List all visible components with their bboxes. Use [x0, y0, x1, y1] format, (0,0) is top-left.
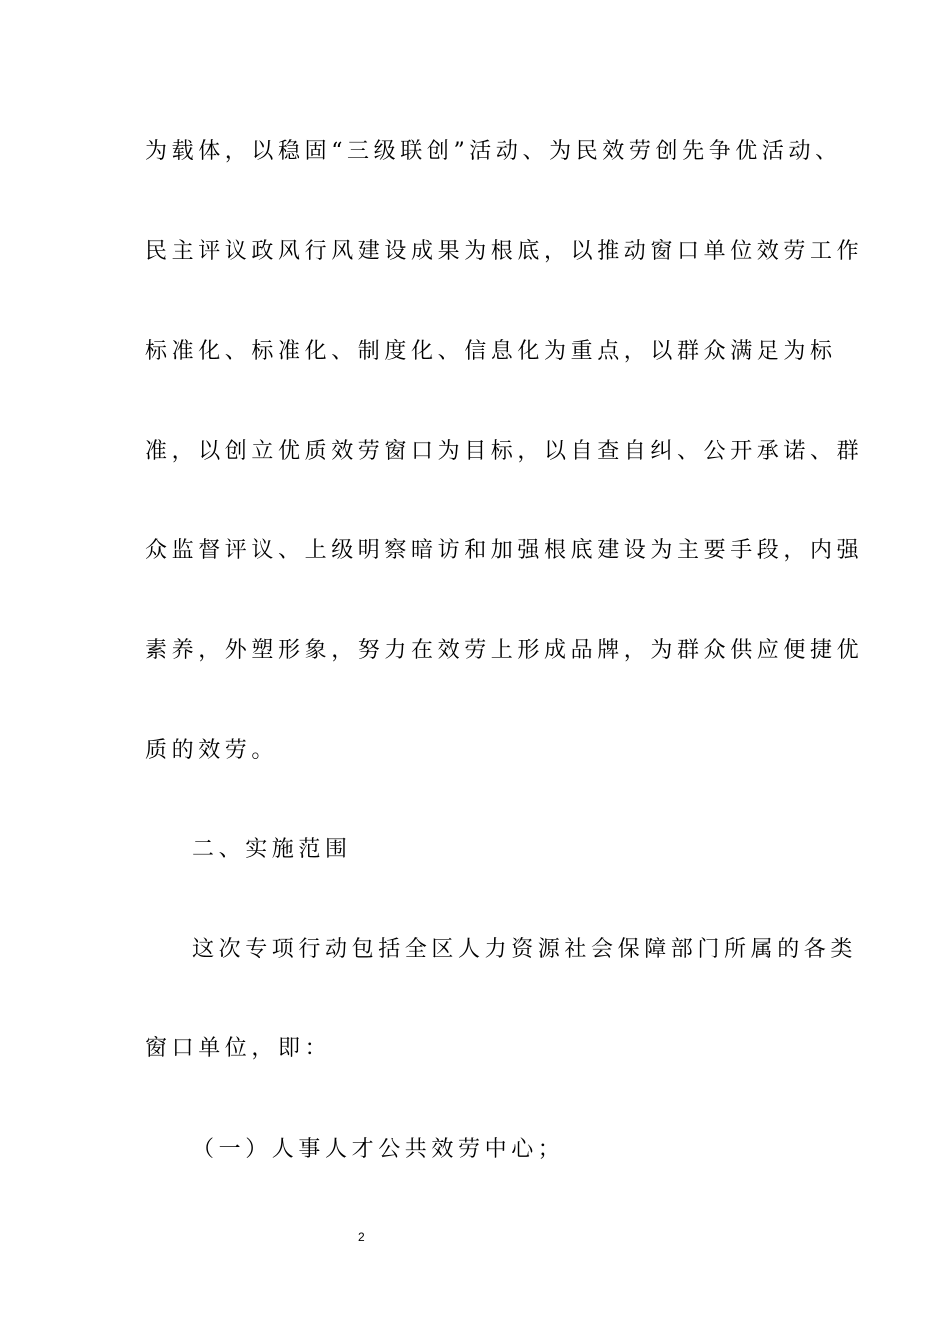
body-text-line: 为载体，以稳固“三级联创”活动、为民效劳创先争优活动、: [145, 139, 842, 164]
body-text-line: 这次专项行动包括全区人力资源社会保障部门所属的各类: [192, 937, 858, 962]
body-text-line: 众监督评议、上级明察暗访和加强根底建设为主要手段，内强: [145, 538, 864, 563]
list-item: （一）人事人才公共效劳中心；: [192, 1137, 565, 1162]
body-text-line: 民主评议政风行风建设成果为根底，以推动窗口单位效劳工作: [145, 239, 864, 264]
body-text-line: 标准化、标准化、制度化、信息化为重点，以群众满足为标: [145, 339, 837, 364]
body-text-line: 素养，外塑形象，努力在效劳上形成品牌，为群众供应便捷优: [145, 638, 864, 663]
body-text-line: 质的效劳。: [145, 738, 279, 763]
section-heading: 二、实施范围: [192, 837, 352, 862]
body-text-line: 窗口单位，即：: [145, 1036, 332, 1061]
page-number: 2: [358, 1230, 365, 1244]
body-text-line: 准，以创立优质效劳窗口为目标，以自查自纠、公开承诺、群: [145, 439, 864, 464]
